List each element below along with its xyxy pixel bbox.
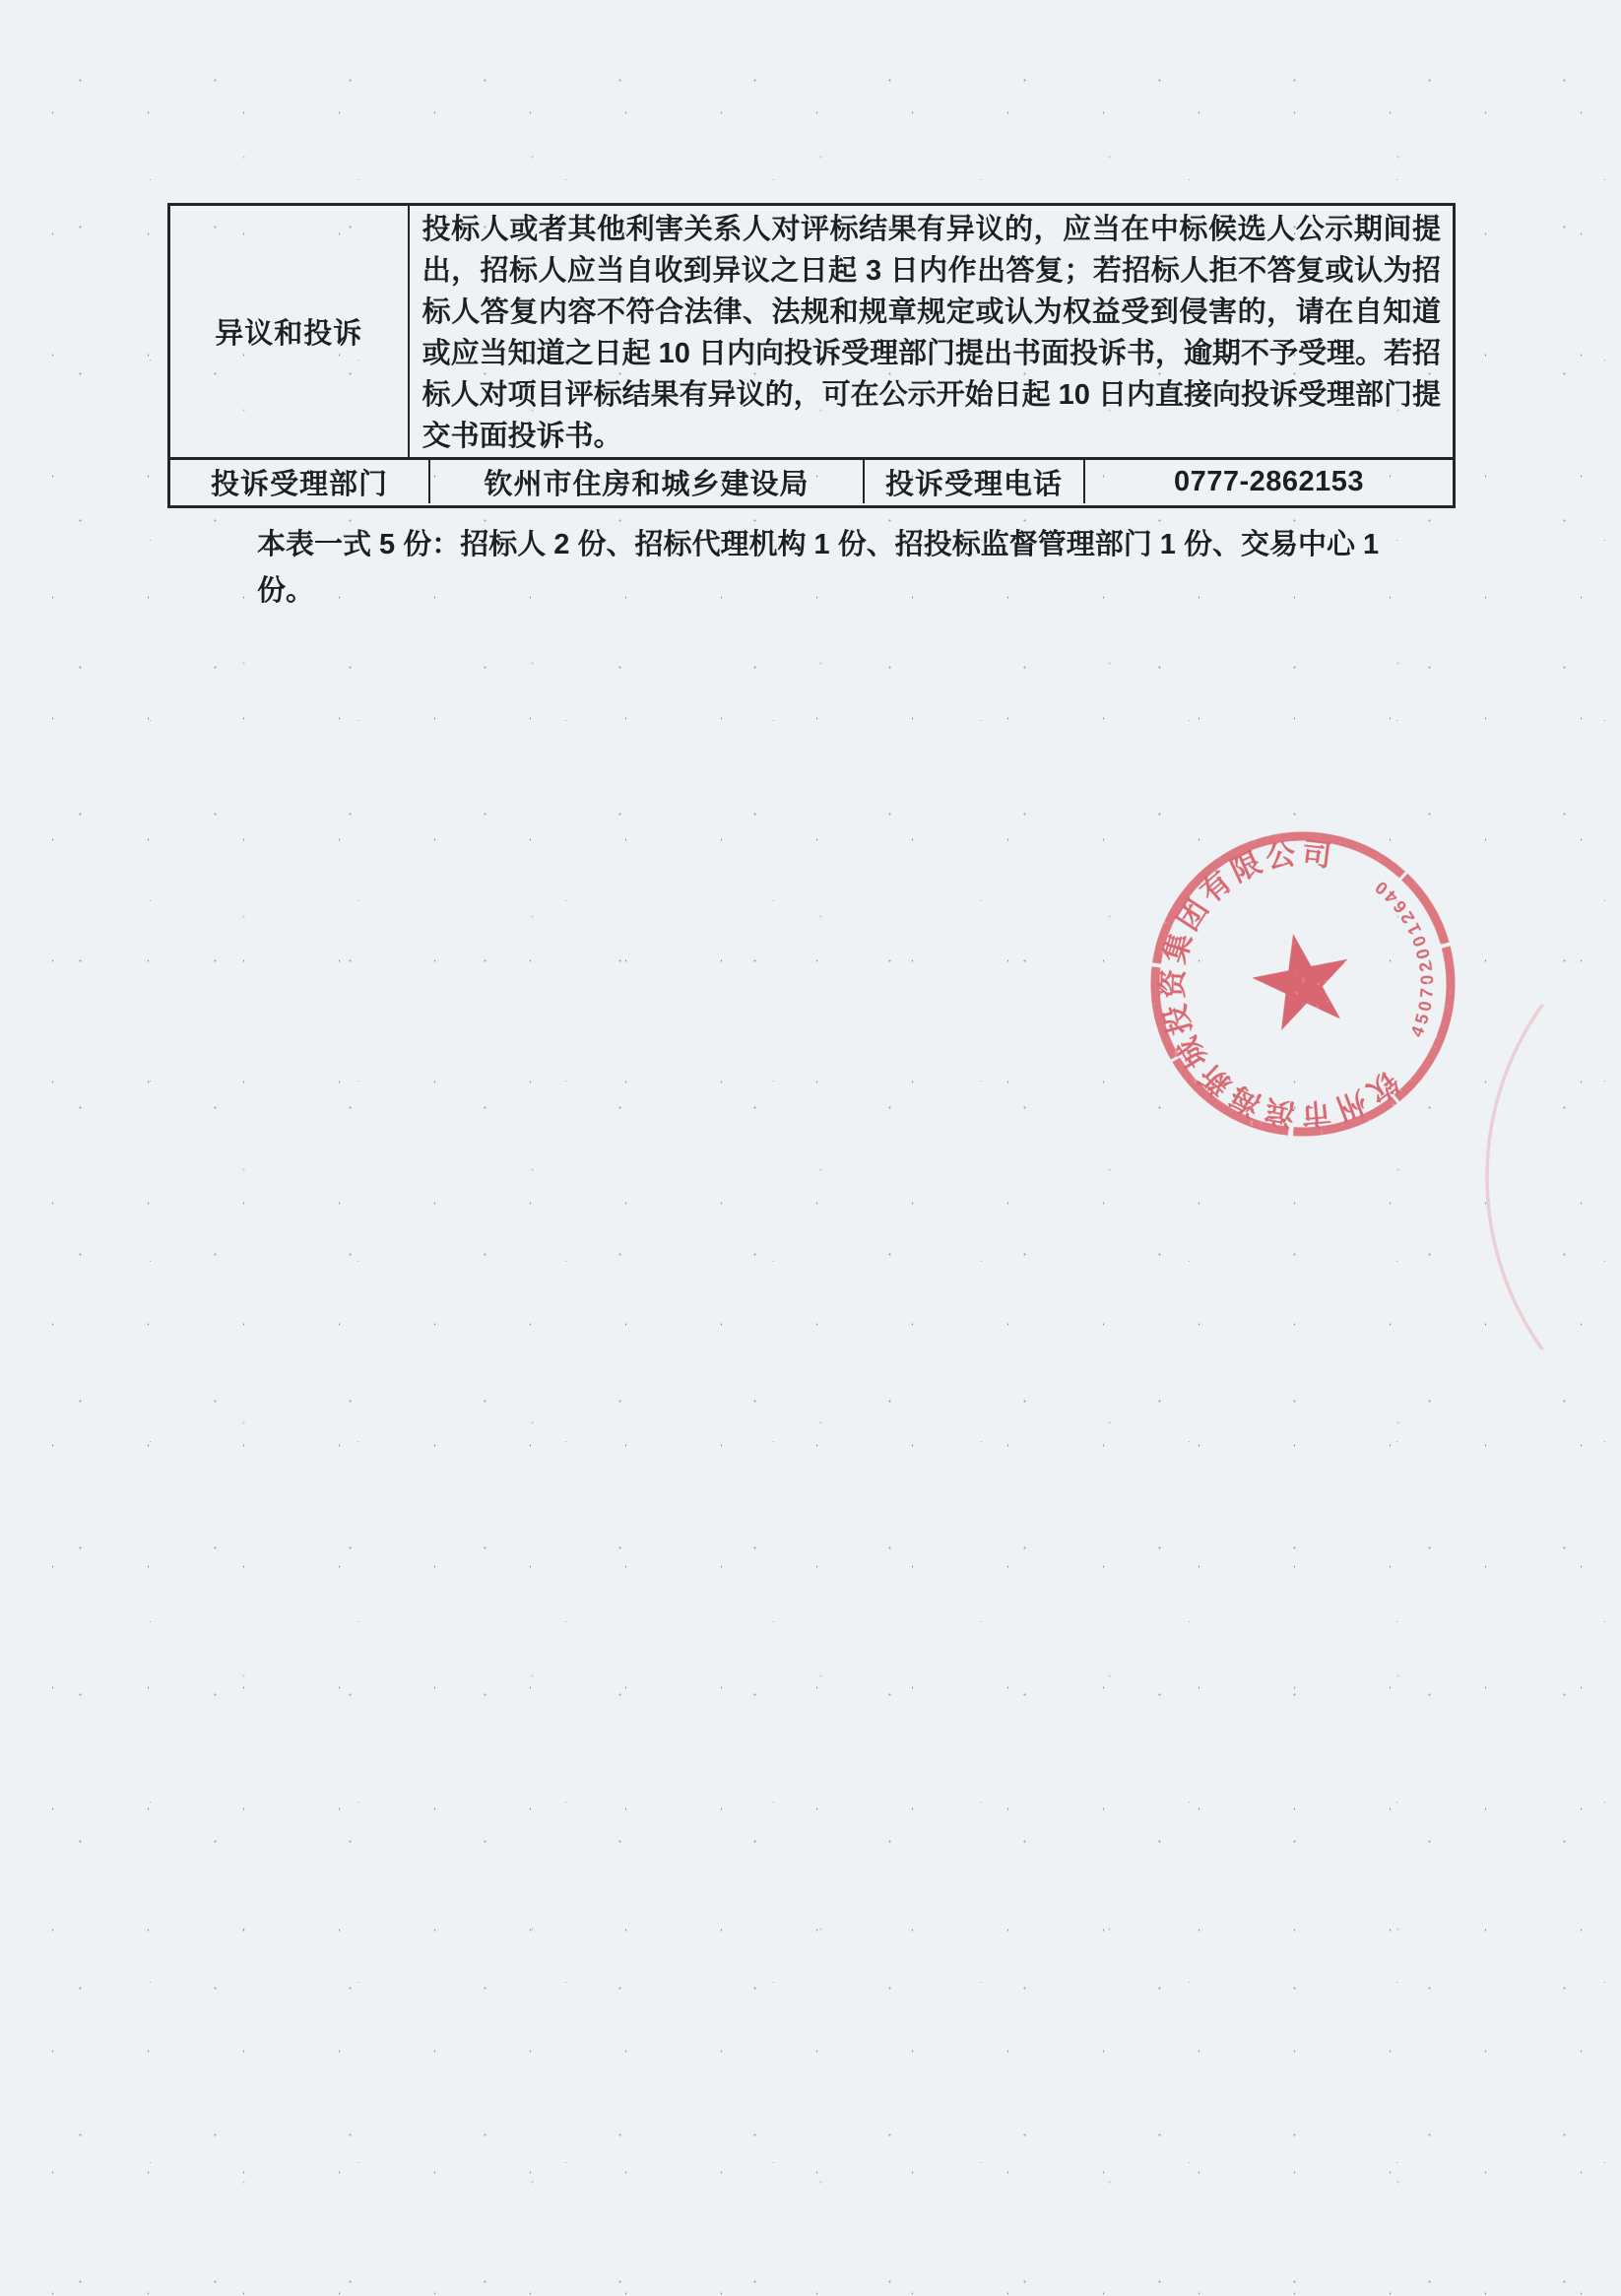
- paragraph-line: 标人答复内容不符合法律、法规和规章规定或认为权益受到侵害的，请在自知道: [421, 296, 1441, 328]
- seal-company-text: 钦州市滨海新城投资集团有限公司: [1156, 837, 1404, 1131]
- complaint-phone-value: 0777-2862153: [1083, 460, 1453, 503]
- paragraph-line: 出，招标人应当自收到异议之日起 3 日内作出答复；若招标人拒不答复或认为招: [421, 255, 1441, 287]
- star-icon: [1246, 930, 1349, 1038]
- seal-number-text: 4507020012640: [1368, 875, 1438, 1040]
- note-line: 份。: [257, 575, 315, 607]
- distribution-note: [257, 522, 1449, 615]
- paragraph-line: 或应当知道之日起 10 日内向投诉受理部门提出书面投诉书，逾期不予受理。若招: [421, 338, 1441, 369]
- tender-objection-table: [167, 203, 1456, 508]
- svg-text:4507020012640: [1366, 867, 1455, 1044]
- note-line: 本表一式 5 份：招标人 2 份、招标代理机构 1 份、招投标监督管理部门 1 份、交易中心 1: [257, 529, 1380, 560]
- faint-stamp-arc: [1458, 1005, 1621, 1349]
- objections-clause-text: [408, 206, 1453, 457]
- official-seal-stamp: [1135, 817, 1470, 1151]
- svg-text:钦州市滨海新城投资集团有限公司: [1135, 824, 1408, 1151]
- complaint-dept-label: 投诉受理部门: [210, 468, 388, 500]
- table-row-complaint-contact: [170, 460, 1453, 503]
- objections-row-label: 异议和投诉: [215, 318, 363, 350]
- complaint-phone-label: 投诉受理电话: [863, 460, 1083, 503]
- paragraph-line: 投标人或者其他利害关系人对评标结果有异议的，应当在中标候选人公示期间提: [421, 214, 1441, 245]
- paragraph-line: 标人对项目评标结果有异议的，可在公示开始日起 10 日内直接向投诉受理部门提: [421, 379, 1441, 411]
- paragraph-line: 交书面投诉书。: [421, 421, 622, 452]
- table-row-objections: [170, 206, 1453, 460]
- complaint-dept-value: 钦州市住房和城乡建设局: [428, 460, 863, 503]
